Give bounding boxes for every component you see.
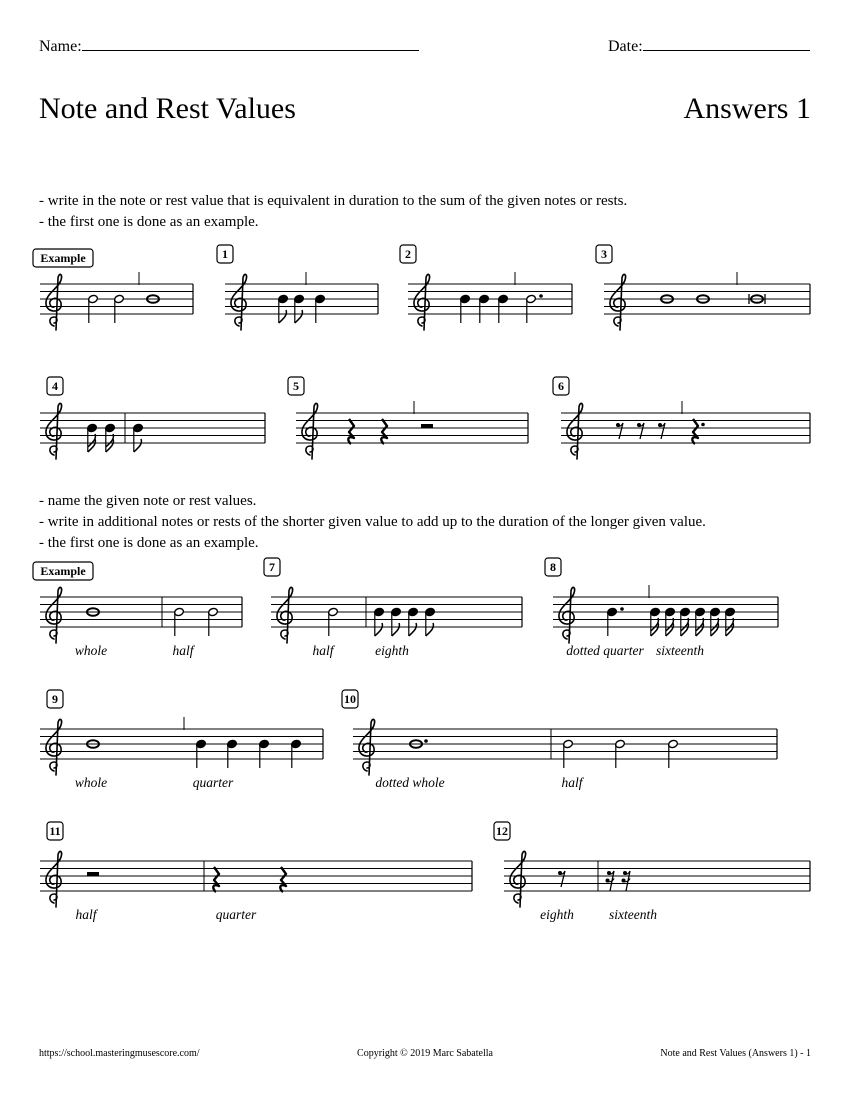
note-flag xyxy=(409,623,417,636)
quarter-note xyxy=(479,294,490,323)
footer-page: Note and Rest Values (Answers 1) - 1 xyxy=(660,1048,811,1059)
instruction-line: - write in additional notes or rests of the shorter given value to add up to the duration of the longer given value. xyxy=(39,514,706,530)
clef-stroke xyxy=(567,403,583,459)
quarter-rest-glyph xyxy=(213,867,219,892)
sixteenth-rest xyxy=(622,871,631,891)
value-label: sixteenth xyxy=(609,907,657,922)
answers-title: Answers 1 xyxy=(683,92,811,125)
note-flag xyxy=(426,623,434,636)
exercise-number xyxy=(342,690,358,708)
label-text: 5 xyxy=(293,379,299,393)
note-flag xyxy=(392,623,400,636)
sixteenth-note xyxy=(725,607,736,636)
clef-stroke xyxy=(302,403,318,459)
clef-stroke xyxy=(46,403,62,459)
value-label: half xyxy=(561,775,583,790)
quarter-rest xyxy=(381,419,387,444)
staff xyxy=(40,851,472,907)
label-text: 4 xyxy=(52,379,58,393)
value-label: half xyxy=(312,643,334,658)
quarter-note xyxy=(259,739,270,768)
quarter-rest-glyph xyxy=(280,867,286,892)
instruction-line: - name the given note or rest values. xyxy=(39,493,257,509)
label-text: Example xyxy=(40,251,86,265)
treble-clef-icon xyxy=(610,274,626,330)
eighth-note xyxy=(391,607,402,636)
value-label: quarter xyxy=(215,907,257,922)
note-flag xyxy=(279,310,287,323)
label-text: 9 xyxy=(52,692,58,706)
half-note xyxy=(114,294,125,323)
quarter-note xyxy=(227,739,238,768)
staff xyxy=(296,403,528,459)
quarter-rest xyxy=(692,419,705,444)
clef-stroke xyxy=(414,274,430,330)
label-text: 3 xyxy=(601,247,607,261)
quarter-rest-glyph xyxy=(692,419,698,444)
exercise-number xyxy=(217,245,233,263)
label-text: 7 xyxy=(269,560,275,574)
footer-url: https://school.masteringmusescore.com/ xyxy=(39,1048,200,1059)
sixteenth-note xyxy=(650,607,661,636)
note-flag xyxy=(134,439,142,452)
value-label: whole xyxy=(74,643,108,658)
value-label: sixteenth xyxy=(656,643,704,658)
treble-clef-icon xyxy=(46,851,62,907)
value-label: half xyxy=(75,907,97,922)
label-text: Example xyxy=(40,564,86,578)
value-label: dotted quarter xyxy=(566,643,644,658)
augmentation-dot xyxy=(620,607,624,611)
eighth-note xyxy=(133,423,144,452)
clef-stroke xyxy=(510,851,526,907)
clef-stroke xyxy=(559,587,575,643)
exercise-number xyxy=(47,690,63,708)
label-text: 12 xyxy=(496,824,508,838)
half-note xyxy=(668,739,679,768)
treble-clef-icon xyxy=(359,719,375,775)
half-note xyxy=(328,607,339,636)
label-text: 2 xyxy=(405,247,411,261)
quarter-note xyxy=(460,294,471,323)
quarter-rest xyxy=(213,867,219,892)
eighth-note xyxy=(278,294,289,323)
clef-stroke xyxy=(46,851,62,907)
label-text: 6 xyxy=(558,379,564,393)
eighth-rest xyxy=(616,423,623,439)
label-text: 10 xyxy=(344,692,356,706)
sixteenth-rest xyxy=(606,871,615,891)
half-note xyxy=(88,294,99,323)
label-text: 1 xyxy=(222,247,228,261)
treble-clef-icon xyxy=(414,274,430,330)
value-label: whole xyxy=(74,775,108,790)
note-flag xyxy=(295,310,303,323)
half-rest-block xyxy=(421,424,433,428)
half-rest-block xyxy=(87,872,99,876)
treble-clef-icon xyxy=(231,274,247,330)
half-note xyxy=(615,739,626,768)
quarter-note xyxy=(315,294,326,323)
eighth-rest xyxy=(558,871,565,887)
clef-stroke xyxy=(610,274,626,330)
quarter-note xyxy=(498,294,509,323)
page-title: Note and Rest Values xyxy=(39,92,296,125)
sixteenth-note xyxy=(680,607,691,636)
quarter-rest-glyph xyxy=(381,419,387,444)
clef-stroke xyxy=(277,587,293,643)
eighth-note xyxy=(408,607,419,636)
label-text: 11 xyxy=(49,824,61,838)
exercise-number xyxy=(288,377,304,395)
exercise-number xyxy=(494,822,510,840)
half-note xyxy=(174,607,185,636)
exercise-number xyxy=(553,377,569,395)
eighth-note xyxy=(374,607,385,636)
treble-clef-icon xyxy=(46,719,62,775)
eighth-note xyxy=(294,294,305,323)
instruction-line: - the first one is done as an example. xyxy=(39,535,259,551)
treble-clef-icon xyxy=(510,851,526,907)
value-label: quarter xyxy=(192,775,234,790)
sixteenth-note xyxy=(695,607,706,636)
exercise-number xyxy=(596,245,612,263)
clef-stroke xyxy=(231,274,247,330)
eighth-rest xyxy=(658,423,665,439)
clef-stroke xyxy=(46,719,62,775)
value-label: dotted whole xyxy=(375,775,445,790)
footer-copyright: Copyright © 2019 Marc Sabatella xyxy=(357,1048,493,1059)
label-text: 8 xyxy=(550,560,556,574)
value-label: eighth xyxy=(540,907,574,922)
eighth-rest xyxy=(637,423,644,439)
augmentation-dot xyxy=(424,739,428,743)
example-label xyxy=(33,249,93,267)
treble-clef-icon xyxy=(46,274,62,330)
staff xyxy=(40,403,265,459)
treble-clef-icon xyxy=(46,403,62,459)
quarter-note xyxy=(291,739,302,768)
treble-clef-icon xyxy=(567,403,583,459)
value-label: half xyxy=(172,643,194,658)
exercise-number xyxy=(47,377,63,395)
sixteenth-note xyxy=(87,423,98,452)
quarter-note xyxy=(196,739,207,768)
instruction-line: - write in the note or rest value that is equivalent in duration to the sum of the given notes or rests. xyxy=(39,193,628,209)
half-note xyxy=(563,739,574,768)
exercise-number xyxy=(545,558,561,576)
treble-clef-icon xyxy=(559,587,575,643)
clef-stroke xyxy=(46,587,62,643)
sixteenth-note xyxy=(710,607,721,636)
treble-clef-icon xyxy=(277,587,293,643)
sixteenth-note xyxy=(665,607,676,636)
staff xyxy=(561,403,810,459)
exercise-number xyxy=(400,245,416,263)
staff xyxy=(40,719,323,775)
quarter-rest xyxy=(280,867,286,892)
half-note xyxy=(208,607,219,636)
half-rest xyxy=(421,424,433,428)
exercise-number xyxy=(264,558,280,576)
value-label: eighth xyxy=(375,643,409,658)
instruction-line: - the first one is done as an example. xyxy=(39,214,259,230)
example-label xyxy=(33,562,93,580)
name-label: Name: xyxy=(39,38,82,55)
eighth-note xyxy=(425,607,436,636)
treble-clef-icon xyxy=(46,587,62,643)
sixteenth-note xyxy=(105,423,116,452)
staff xyxy=(504,851,810,907)
augmentation-dot xyxy=(701,423,705,427)
clef-stroke xyxy=(46,274,62,330)
exercise-number xyxy=(47,822,63,840)
staff xyxy=(408,274,572,330)
quarter-rest-glyph xyxy=(348,419,354,444)
augmentation-dot xyxy=(539,294,543,298)
clef-stroke xyxy=(359,719,375,775)
half-rest xyxy=(87,872,99,876)
note-flag xyxy=(375,623,383,636)
date-label: Date: xyxy=(608,38,643,55)
treble-clef-icon xyxy=(302,403,318,459)
quarter-rest xyxy=(348,419,354,444)
